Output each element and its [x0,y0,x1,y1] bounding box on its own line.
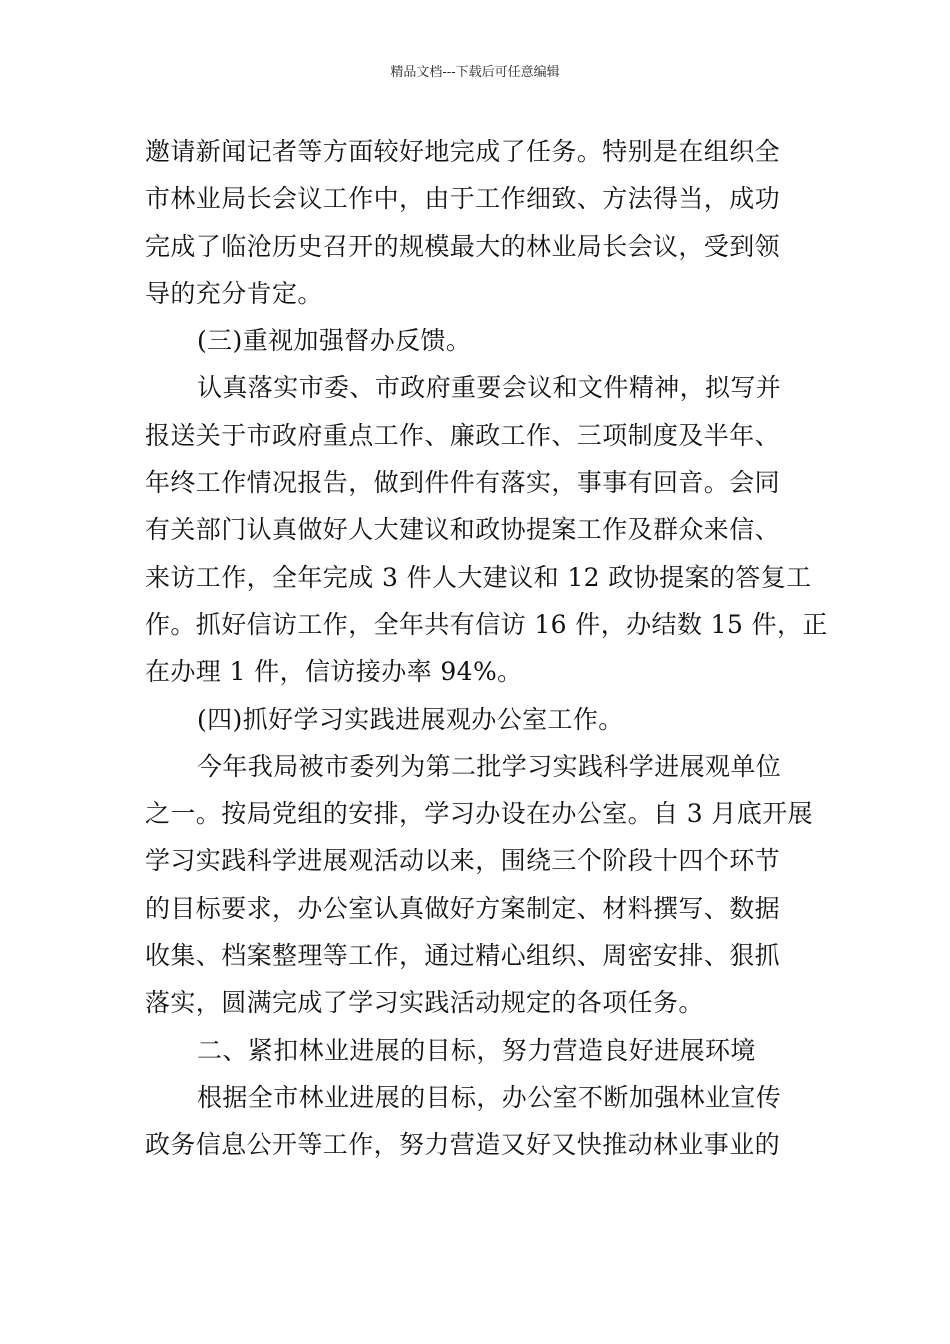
text-line: 之一。按局党组的安排，学习办设在办公室。自 3 月底开展 [145,799,814,829]
text-line: 政务信息公开等工作，努力营造又好又快推动林业事业的 [145,1130,781,1160]
text-line: 根据全市林业进展的目标，办公室不断加强林业宣传 [197,1082,782,1112]
section-heading-3: (三)重视加强督办反馈。 [197,326,472,356]
text-line: 年终工作情况报告，做到件件有落实，事事有回音。会同 [145,468,781,498]
text-line: 认真落实市委、市政府重要会议和文件精神，拟写并 [197,373,782,403]
document-body [145,128,828,1169]
text-line: 完成了临沧历史召开的规模最大的林业局长会议，受到领 [145,231,781,261]
text-line: 来访工作，全年完成 3 件人大建议和 12 政协提案的答复工 [145,562,812,592]
text-line: 在办理 1 件，信访接办率 94%。 [145,657,523,687]
text-line: 的目标要求，办公室认真做好方案制定、材料撰写、数据 [145,893,781,923]
text-line: 报送关于市政府重点工作、廉政工作、三项制度及半年、 [145,420,781,450]
text-line: 收集、档案整理等工作，通过精心组织、周密安排、狠抓 [145,941,781,971]
section-heading-2: 二、紧扣林业进展的目标，努力营造良好进展环境 [197,1035,756,1065]
text-line: 落实，圆满完成了学习实践活动规定的各项任务。 [145,988,704,1018]
text-line: 市林业局长会议工作中，由于工作细致、方法得当，成功 [145,184,781,214]
text-line: 学习实践科学进展观活动以来，围绕三个阶段十四个环节 [145,846,781,876]
text-line: 导的充分肯定。 [145,278,323,308]
section-heading-4: (四)抓好学习实践进展观办公室工作。 [197,704,624,734]
text-line: 有关部门认真做好人大建议和政协提案工作及群众来信、 [145,515,781,545]
page-header: 精品文档---下载后可任意编辑 [390,65,560,80]
text-line: 今年我局被市委列为第二批学习实践科学进展观单位 [197,751,782,781]
text-line: 作。抓好信访工作，全年共有信访 16 件，办结数 15 件，正 [145,609,828,639]
text-line: 邀请新闻记者等方面较好地完成了任务。特别是在组织全 [145,137,781,166]
